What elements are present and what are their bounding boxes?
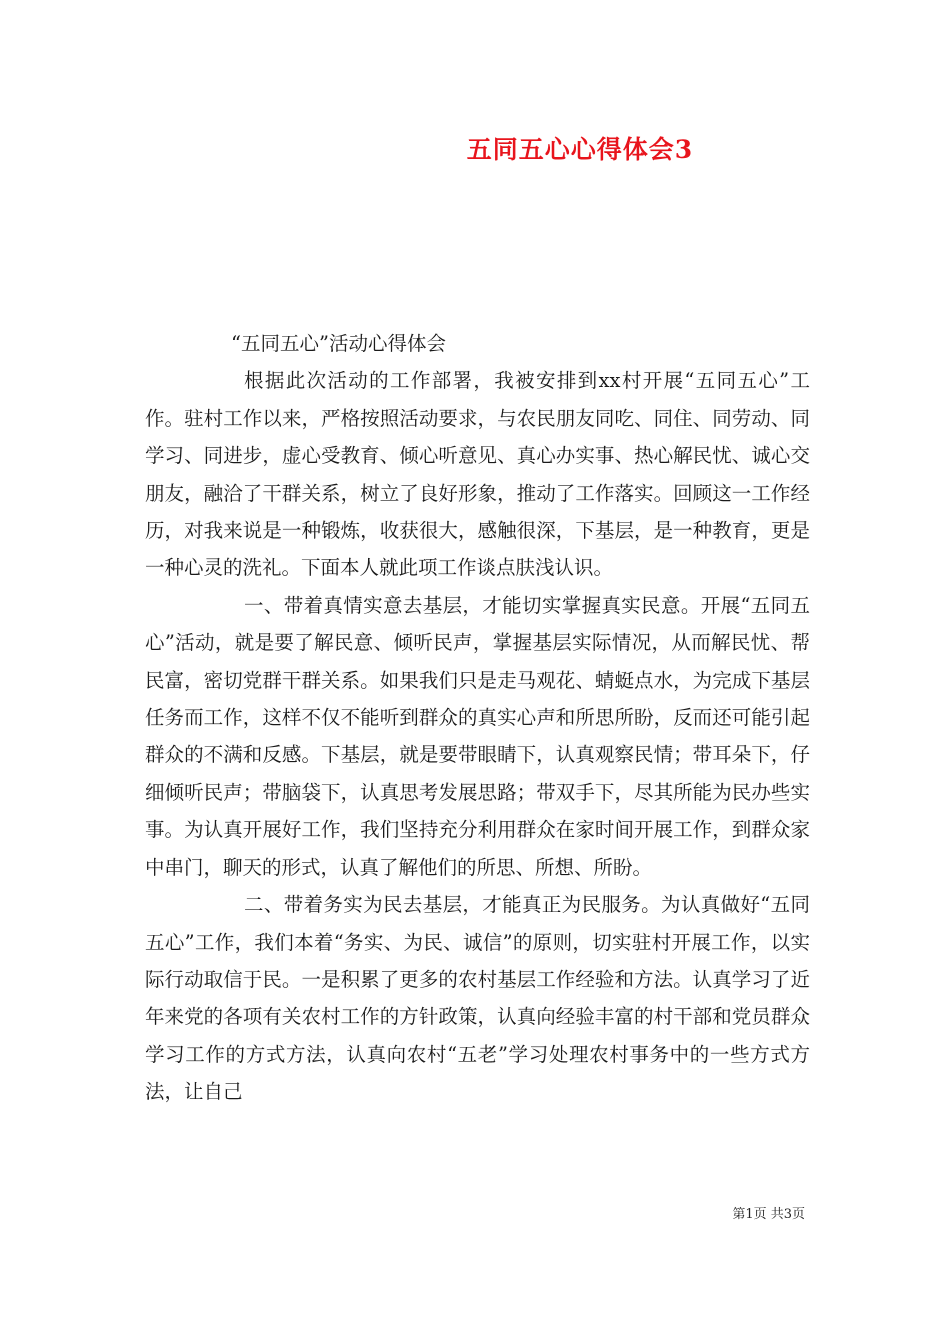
document-title: 五同五心心得体会3 xyxy=(466,135,694,164)
paragraph-section-two: 二、带着务实为民去基层，才能真正为民服务。为认真做好“五同五心”工作，我们本着“务实、为民、诚信”的原则，切实驻村开展工作，以实际行动取信于民。一是积累了更多的农村基层工作经验和方法。认真学习了近年来党的各项有关农村工作的方针政策，认真向经验丰富的村干部和党员群众学习工作的方式方法，认真向农村“五老”学习处理农村事务中的一些方式方法，让自己 xyxy=(145,893,810,1104)
paragraph-intro: 根据此次活动的工作部署，我被安排到xx村开展“五同五心”工作。驻村工作以来，严格按照活动要求，与农民朋友同吃、同住、同劳动、同学习、同进步，虚心受教育、倾心听意见、真心办实事、热心解民忧、诚心交朋友，融洽了干群关系，树立了良好形象，推动了工作落实。回顾这一工作经历，对我来说是一种锻炼，收获很大，感触很深，下基层，是一种教育，更是一种心灵的洗礼。下面本人就此项工作谈点肤浅认识。 xyxy=(145,369,810,580)
document-body xyxy=(145,325,810,1111)
page-number-footer: 第1页 共3页 xyxy=(732,1207,805,1222)
paragraph-section-one: 一、带着真情实意去基层，才能切实掌握真实民意。开展“五同五心”活动，就是要了解民意、倾听民声，掌握基层实际情况，从而解民忧、帮民富，密切党群干群关系。如果我们只是走马观花、蜻蜓点水，为完成下基层任务而工作，这样不仅不能听到群众的真实心声和所思所盼，反而还可能引起群众的不满和反感。下基层，就是要带眼睛下，认真观察民情；带耳朵下，仔细倾听民声；带脑袋下，认真思考发展思路；带双手下，尽其所能为民办些实事。为认真开展好工作，我们坚持充分利用群众在家时间开展工作，到群众家中串门，聊天的形式，认真了解他们的所思、所想、所盼。 xyxy=(145,593,810,879)
document-subtitle: “五同五心”活动心得体会 xyxy=(231,332,446,355)
